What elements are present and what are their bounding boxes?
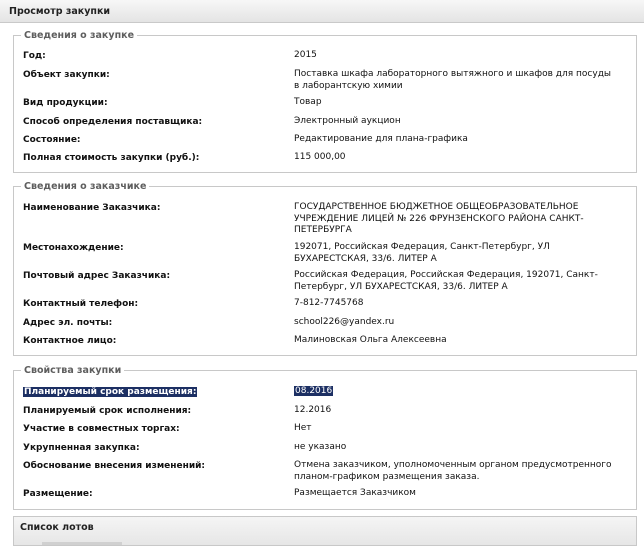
value: Нет	[294, 423, 312, 433]
value	[294, 386, 614, 398]
horizontal-scrollbar[interactable]	[42, 542, 122, 545]
value: не указано	[294, 442, 347, 452]
value: Российская Федерация, Российская Федерация, 192071, Санкт-Петербург, УЛ БУХАРЕСТСКАЯ, 33/6. ЛИТЕР А	[294, 270, 598, 292]
label: Контактное лицо:	[23, 336, 117, 346]
value: Товар	[294, 97, 322, 107]
selected-label: Планируемый срок размещения:	[24, 387, 197, 397]
section-legend: Свойства закупки	[21, 364, 124, 377]
label: Год:	[23, 51, 46, 61]
purchase-info-section	[13, 30, 637, 173]
lots-list-title: Список лотов	[20, 522, 94, 533]
value: 12.2016	[294, 405, 332, 415]
label: Объект закупки:	[23, 70, 110, 80]
label: Состояние:	[23, 135, 81, 145]
lots-list-panel[interactable]	[13, 516, 637, 546]
window-title: Просмотр закупки	[9, 6, 111, 17]
value[interactable]: school226@yandex.ru	[294, 317, 395, 327]
label: Укрупненная закупка:	[23, 443, 140, 453]
value: 7-812-7745768	[294, 298, 364, 308]
label: Полная стоимость закупки (руб.):	[23, 153, 200, 163]
value: Размещается Заказчиком	[294, 488, 416, 498]
value: ГОСУДАРСТВЕННОЕ БЮДЖЕТНОЕ ОБЩЕОБРАЗОВАТЕЛЬНОЕ УЧРЕЖДЕНИЕ ЛИЦЕЙ № 226 ФРУНЗЕНСКОГО РАЙОНА САНКТ-ПЕТЕРБУРГА	[294, 202, 584, 235]
window-titlebar	[0, 0, 644, 23]
value: Поставка шкафа лабораторного вытяжного и шкафов для посуды в лаборантскую химии	[294, 69, 612, 91]
section-legend: Сведения о заказчике	[21, 180, 149, 193]
label: Обоснование внесения изменений:	[23, 461, 206, 471]
value: Отмена заказчиком, уполномоченным органом предусмотренного планом-графиком размещения заказа.	[294, 460, 612, 482]
label: Участие в совместных торгах:	[23, 424, 180, 434]
label	[23, 386, 197, 398]
selected-value: 08.2016	[295, 386, 333, 396]
label: Адрес эл. почты:	[23, 318, 113, 328]
value: 2015	[294, 50, 317, 60]
value: 115 000,00	[294, 152, 346, 162]
label: Наименование Заказчика:	[23, 203, 161, 213]
value: Редактирование для плана-графика	[294, 134, 468, 144]
label: Вид продукции:	[23, 98, 108, 108]
customer-info-section	[13, 181, 637, 356]
label: Почтовый адрес Заказчика:	[23, 271, 171, 281]
section-legend: Сведения о закупке	[21, 29, 137, 42]
label: Местонахождение:	[23, 243, 124, 253]
label: Контактный телефон:	[23, 299, 139, 309]
value: 192071, Российская Федерация, Санкт-Петербург, УЛ БУХАРЕСТСКАЯ, 33/6. ЛИТЕР А	[294, 242, 550, 264]
value: Электронный аукцион	[294, 116, 401, 126]
label: Размещение:	[23, 489, 93, 499]
label: Планируемый срок исполнения:	[23, 406, 192, 416]
label: Способ определения поставщика:	[23, 117, 203, 127]
value: Малиновская Ольга Алексеевна	[294, 335, 447, 345]
purchase-properties-section	[13, 365, 637, 510]
